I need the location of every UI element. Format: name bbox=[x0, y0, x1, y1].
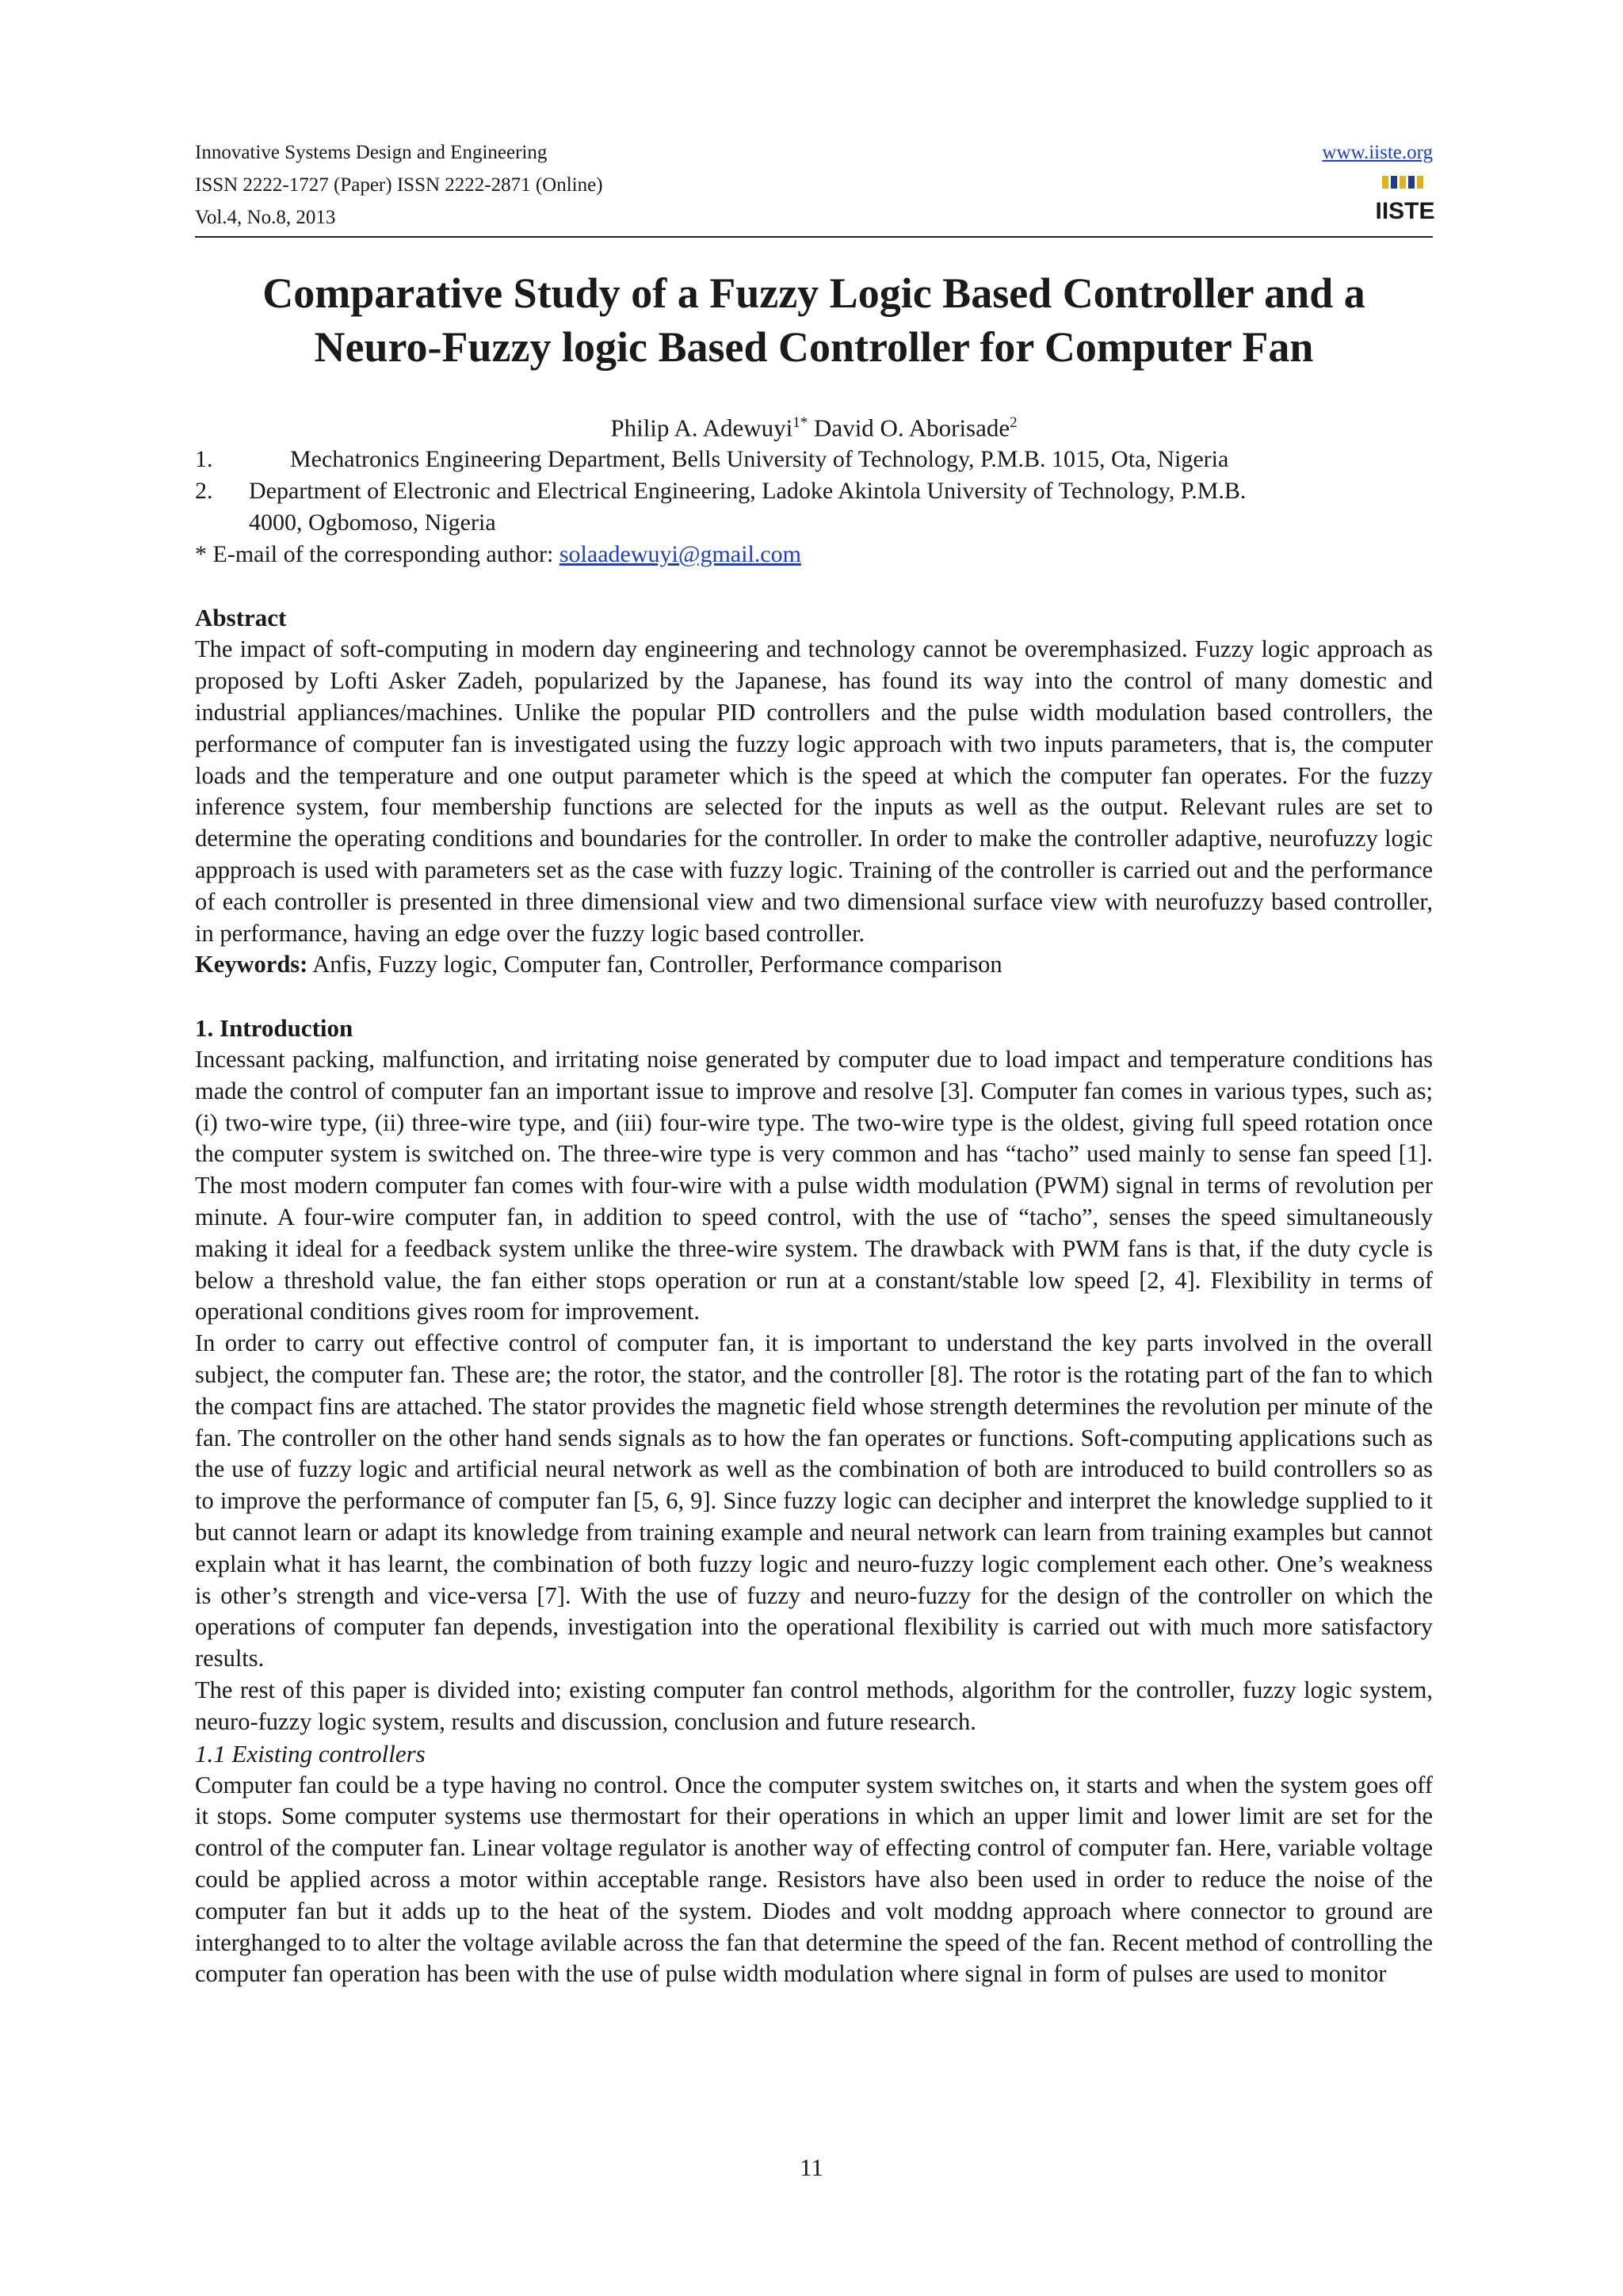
introduction-heading: 1. Introduction bbox=[195, 1014, 353, 1043]
abstract-heading: Abstract bbox=[195, 604, 287, 632]
intro-paragraph-1: Incessant packing, malfunction, and irritating noise generated by computer due to load impact and temperature conditions has made the control of computer fan an important issue to improve and resolve [3]. Computer fan comes in various types, such as; (i) two-wire type, (ii) three-wire type, and (iii) four-wire type. The two-wire type is the oldest, giving full speed rotation once the computer system is switched on. The three-wire type is very common and has “tacho” used mainly to sense fan speed [1]. The most modern computer fan comes with four-wire with a pulse width modulation (PWM) signal in terms of revolution per minute. A four-wire computer fan, in addition to speed control, with the use of “tacho”, senses the speed simultaneously making it ideal for a feedback system unlike the three-wire system. The drawback with PWM fans is that, if the duty cycle is below a threshold value, the fan either stops operation or run at a constant/stable low speed [2, 4]. Flexibility in terms of operational conditions gives room for improvement. bbox=[195, 1046, 1433, 1325]
author-1: Philip A. Adewuyi bbox=[610, 414, 793, 442]
intro-paragraph-2: In order to carry out effective control of computer fan, it is important to understand the key parts involved in the overall subject, the computer fan. These are; the rotor, the stator, and the controller [8]. The rotor is the rotating part of the fan to which the compact fins are attached. The stator provides the magnetic field whose strength determines the revolution per minute of the fan. The controller on the other hand sends signals as to how the fan operates or functions. Soft-computing applications such as the use of fuzzy logic and artificial neural network as well as the combination of both are introduced to build controllers so as to improve the performance of computer fan [5, 6, 9]. Since fuzzy logic can decipher and interpret the knowledge supplied to it but cannot learn or adapt its knowledge from training example and neural network can learn from training examples but cannot explain what it has learnt, the combination of both fuzzy logic and neuro-fuzzy logic complement each other. One’s weakness is other’s strength and vice-versa [7]. With the use of fuzzy and neuro-fuzzy for the design of the controller on which the operations of computer fan depends, investigation into the operational flexibility is carried out with much more satisfactory results. bbox=[195, 1329, 1433, 1672]
keywords-text: Anfis, Fuzzy logic, Computer fan, Controller, Performance comparison bbox=[307, 951, 1002, 978]
abstract-text: The impact of soft-computing in modern day engineering and technology cannot be overemphasized. Fuzzy logic approach as proposed by Lofti Asker Zadeh, popularized by the Japanese, has found its way into the control of many domestic and industrial appliances/machines. Unlike the popular PID controllers and the pulse width modulation based controllers, the performance of computer fan is investigated using the fuzzy logic approach with two inputs parameters, that is, the computer loads and the temperature and one output parameter which is the speed at which the computer fan operates. For the fuzzy inference system, four membership functions are selected for the inputs as well as the output. Relevant rules are set to determine the operating conditions and boundaries for the controller. In order to make the controller adaptive, neurofuzzy logic appproach is used with parameters set as the case with fuzzy logic. Training of the controller is carried out and the performance of each controller is presented in three dimensional view and two dimensional surface view with neurofuzzy based controller, in performance, having an edge over the fuzzy logic based controller. bbox=[195, 635, 1433, 947]
title-line-2: Neuro-Fuzzy logic Based Controller for Computer Fan bbox=[314, 323, 1314, 371]
paper-title bbox=[195, 266, 1433, 374]
journal-name: Innovative Systems Design and Engineering bbox=[195, 142, 548, 163]
keywords-label: Keywords: bbox=[195, 951, 308, 978]
affiliation-text: Mechatronics Engineering Department, Bells University of Technology, P.M.B. 1015, Ota, Nigeria bbox=[290, 446, 1229, 473]
journal-info bbox=[195, 136, 1433, 234]
affiliations bbox=[195, 444, 1433, 570]
journal-header bbox=[195, 136, 1433, 238]
affiliation-text: Department of Electronic and Electrical Engineering, Ladoke Akintola University of Technology, P.M.B. bbox=[249, 478, 1247, 505]
email-link[interactable]: solaadewuyi@gmail.com bbox=[559, 541, 801, 568]
journal-volume: Vol.4, No.8, 2013 bbox=[195, 207, 336, 228]
author-list bbox=[195, 407, 1433, 444]
existing-controllers-text: Computer fan could be a type having no control. Once the computer system switches on, it starts and when the system goes off it stops. Some computer systems use thermostart for their operations in which an upper limit and lower limit are set for the control of the computer fan. Linear voltage regulator is another way of effecting control of computer fan. Here, variable voltage could be applied across a motor within acceptable range. Resistors have also been used in order to reduce the noise of the computer fan but it adds up to the heat of the system. Diodes and volt moddng approach where connector to ground are interghanged to to alter the voltage avilable across the fan that determine the speed of the fan. Recent method of controlling the computer fan operation has been with the use of pulse width modulation where signal in form of pulses are used to monitor bbox=[195, 1771, 1433, 1988]
paper-page bbox=[195, 136, 1433, 1990]
introduction-section bbox=[195, 1013, 1433, 1990]
affiliation-2 bbox=[195, 475, 1433, 507]
logo-text: IISTE bbox=[1375, 198, 1435, 224]
affiliation-1 bbox=[195, 444, 1433, 475]
email-label: * E-mail of the corresponding author: bbox=[195, 541, 559, 568]
website-link[interactable]: www.iiste.org bbox=[1322, 142, 1433, 163]
corresponding-email bbox=[195, 539, 1433, 570]
author-1-sup: 1* bbox=[792, 414, 808, 431]
author-2: David O. Aborisade bbox=[814, 414, 1010, 442]
abstract-section bbox=[195, 602, 1433, 981]
iiste-logo-icon bbox=[1375, 174, 1435, 228]
affiliation-2-continued: 4000, Ogbomoso, Nigeria bbox=[249, 509, 496, 536]
affiliation-number: 2. bbox=[195, 478, 213, 505]
page-number: 11 bbox=[800, 2153, 823, 2181]
journal-issn: ISSN 2222-1727 (Paper) ISSN 2222-2871 (Online) bbox=[195, 174, 603, 196]
affiliation-number: 1. bbox=[195, 446, 213, 473]
intro-paragraph-3: The rest of this paper is divided into; existing computer fan control methods, algorithm for the controller, fuzzy logic system, neuro-fuzzy logic system, results and discussion, conclusion and future research. bbox=[195, 1676, 1433, 1735]
title-line-1: Comparative Study of a Fuzzy Logic Based Controller and a bbox=[262, 269, 1365, 317]
existing-controllers-heading: 1.1 Existing controllers bbox=[195, 1739, 426, 1768]
keywords-line bbox=[195, 949, 1433, 981]
author-2-sup: 2 bbox=[1010, 414, 1018, 431]
